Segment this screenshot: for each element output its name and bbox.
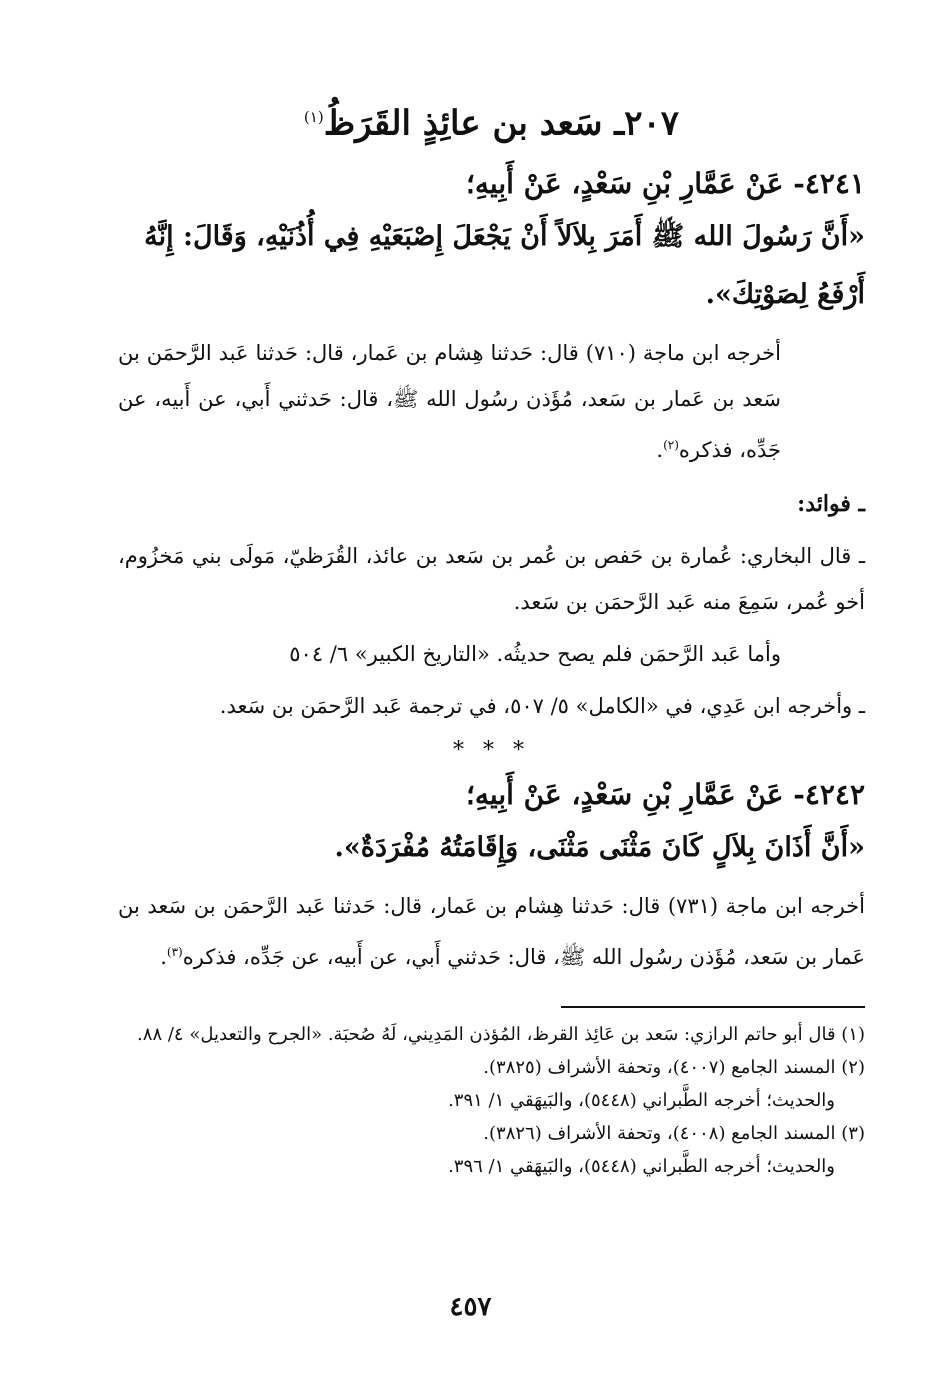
footnote-2: (٢) المسند الجامع (٤٠٠٧)، وتحفة الأشراف (٣٨٢٥). [483,1057,865,1079]
fawaid-tarikh: وأما عَبد الرَّحمَن فلم يصح حديثُه. «التاريخ الكبير» ٦/ ٥٠٤ [289,642,781,667]
footnote-3: (٣) المسند الجامع (٤٠٠٨)، وتحفة الأشراف (٣٨٢٦). [483,1123,865,1145]
hadith-4242-takhrij-end: . [160,945,167,970]
hadith-4241-takhrij-text: أخرجه ابن ماجة (٧١٠) قال: حَدثنا هِشام بن عَمار، قال: حَدثنا عَبد الرَّحمَن بن سَعد بن عَمار بن سَعد، مُؤَذن رسُول الله ﷺ، قال: حَدثني أَبي، عن أَبيه، عن جَدِّه، فذكره [118,341,781,463]
page-number: ٤٥٧ [449,1292,492,1322]
hadith-4241-takhrij-end: . [656,438,664,463]
fawaid-bukhari: ـ قال البخاري: عُمارة بن حَفص بن عُمر بن سَعد بن عائذ، القُرَظيّ، مَولَى بني مَخزُوم، أخو عُمر، سَمِعَ منه عَبد الرَّحمَن بن سَعد. [118,544,865,615]
hadith-4242-isnad: ٤٢٤٢- عَنْ عَمَّارِ بْنِ سَعْدٍ، عَنْ أَبِيهِ؛ [466,778,865,812]
chapter-title [118,92,865,148]
hadith-4241-matn: «أَنَّ رَسُولَ الله ﷺ أَمَرَ بِلاَلاً أَنْ يَجْعَلَ إِصْبَعَيْهِ فِي أُذُنَيْهِ، وَقَالَ: إِنَّهُ أَرْفَعُ لِصَوْتِكَ». [144,221,865,311]
footnote-divider [561,1006,865,1008]
hadith-4241-takhrij [118,330,865,473]
hadith-4242-matn: «أَنَّ أَذَانَ بِلاَلٍ كَانَ مَثْنَى مَثْنَى، وَإِقَامَتُهُ مُفْرَدَةٌ». [334,832,865,864]
section-separator: * * * [453,738,530,764]
chapter-footnote-ref: (١) [303,108,324,126]
footnotes [118,1018,865,1183]
fawaid-ibn-adi: ـ وأخرجه ابن عَدِي، في «الكامل» ٥/ ٥٠٧، في ترجمة عَبد الرَّحمَن بن سَعد. [219,694,865,719]
chapter-title-text: ٢٠٧ـ سَعد بن عائِذٍ القَرَظُ [323,103,680,144]
footnote-2-continued: والحديث؛ أخرجه الطَّبراني (٥٤٤٨)، والبَيهَقي ١/ ٣٩١. [448,1090,835,1112]
footnote-1: (١) قال أبو حاتم الرازي: سَعد بن عَائِذ القرظ، المُؤذن المَدِيني، لَهُ صُحبَة. «الجرح والتعديل» ٤/ ٨٨. [137,1024,865,1046]
footnote-3-continued: والحديث؛ أخرجه الطَّبراني (٥٤٤٨)، والبَيهَقي ١/ ٣٩٦. [448,1156,835,1178]
fawaid-heading: ـ فوائد: [797,491,865,518]
hadith-4242-takhrij-text: أخرجه ابن ماجة (٧٣١) قال: حَدثنا هِشام بن عَمار، قال: حَدثنا عَبد الرَّحمَن بن سَعد بن عَمار بن سَعد، مُؤَذن رسُول الله ﷺ، قال: حَدثني أَبي، عن أَبيه، عن جَدِّه، فذكره [118,894,865,970]
hadith-4241-footnote-ref: (٢) [663,438,679,453]
hadith-4241-isnad: ٤٢٤١- عَنْ عَمَّارِ بْنِ سَعْدٍ، عَنْ أَبِيهِ؛ [466,167,865,201]
hadith-4242-takhrij [118,883,865,980]
hadith-4242-footnote-ref: (٣) [166,945,183,960]
